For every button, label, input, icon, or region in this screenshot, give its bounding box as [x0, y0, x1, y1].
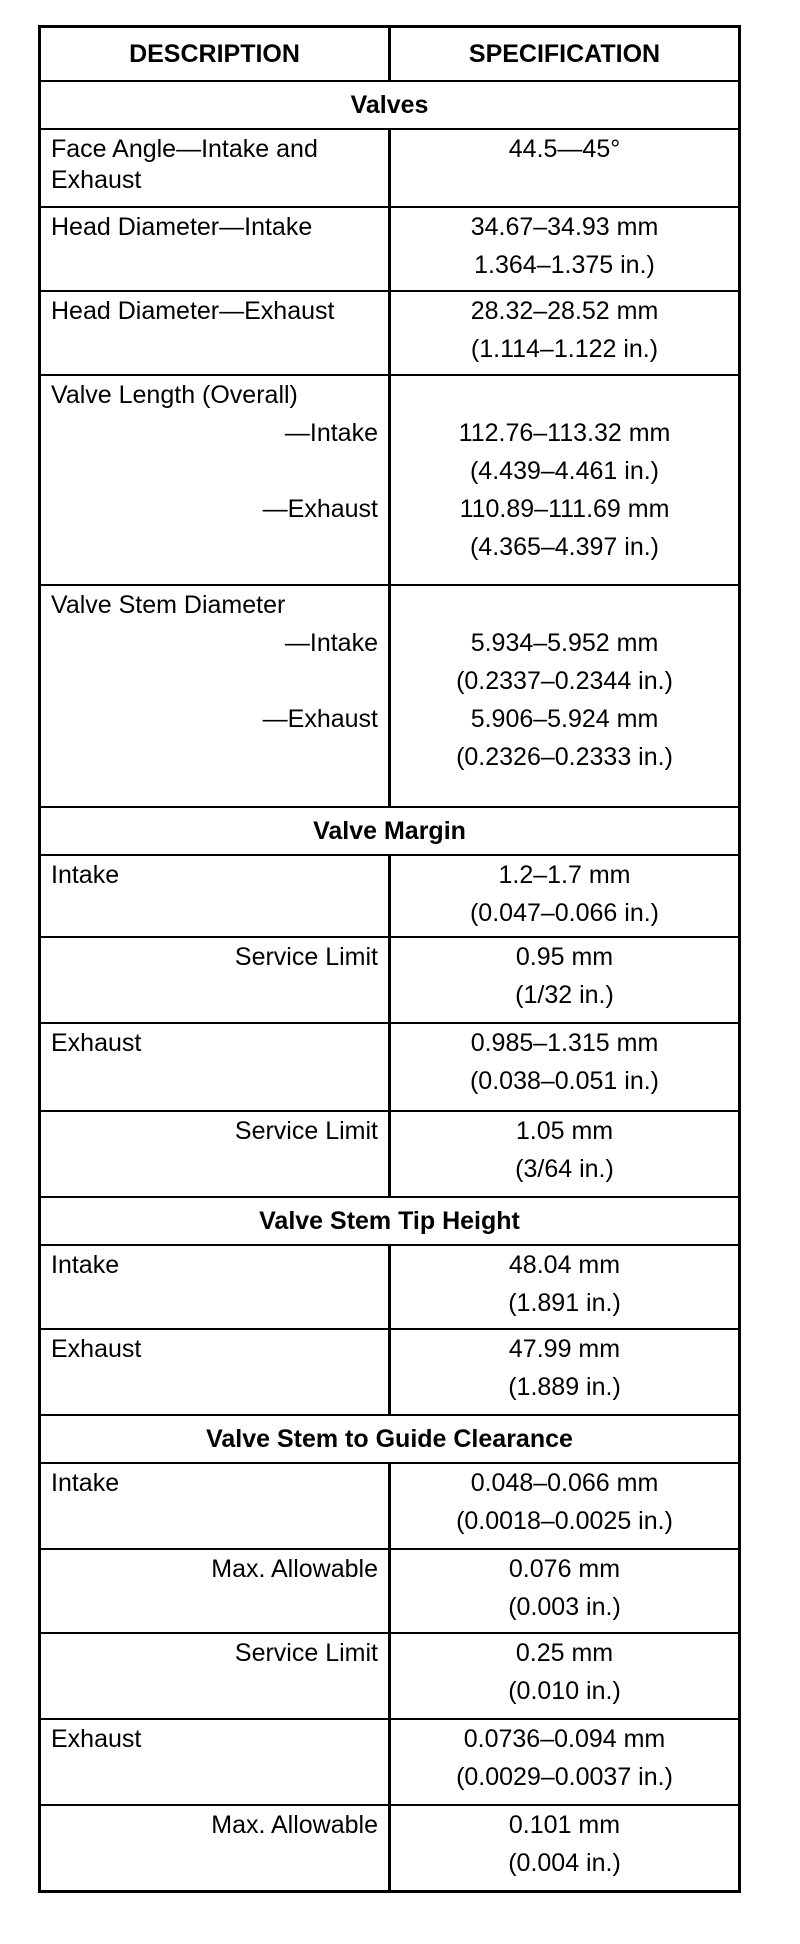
- description-cell: [40, 1633, 390, 1719]
- description-text: [51, 452, 378, 490]
- description-text: —Intake: [284, 419, 378, 447]
- description-text: Intake: [51, 1251, 120, 1279]
- description-text: Intake: [51, 861, 120, 889]
- specification-cell: [390, 129, 740, 207]
- specification-value: 0.95 mm: [515, 943, 614, 971]
- description-cell: [40, 207, 390, 291]
- specification-value: 0.25 mm: [515, 1639, 614, 1667]
- specification-value: 47.99 mm: [508, 1335, 621, 1363]
- table-row: [40, 855, 740, 937]
- specification-value: 0.076 mm: [508, 1555, 621, 1583]
- specification-value: 34.67–34.93 mm: [470, 213, 659, 241]
- table-body: [40, 81, 740, 1891]
- table-row: [40, 129, 740, 207]
- description-cell: [40, 129, 390, 207]
- description-text: Face Angle—Intake and Exhaust: [51, 135, 318, 194]
- specification-value: (1.891 in.): [508, 1289, 621, 1317]
- table-row: [40, 1633, 740, 1719]
- table-row: [40, 1719, 740, 1805]
- specification-value: 5.934–5.952 mm: [470, 629, 659, 657]
- specification-value: (0.004 in.): [508, 1849, 621, 1877]
- specification-cell: [390, 1023, 740, 1111]
- specification-value: 0.985–1.315 mm: [470, 1029, 659, 1057]
- specification-cell: [390, 855, 740, 937]
- specification-value: (0.047–0.066 in.): [469, 899, 660, 927]
- description-text: Exhaust: [51, 1725, 142, 1753]
- specification-cell: [390, 1549, 740, 1633]
- specification-table: [38, 25, 741, 1893]
- description-text: —Exhaust: [262, 495, 378, 523]
- table-row: [40, 937, 740, 1023]
- specification-value: 0.0736–0.094 mm: [463, 1725, 666, 1753]
- table-row: [40, 1023, 740, 1111]
- specification-cell: [390, 375, 740, 585]
- section-title: Valve Stem Tip Height: [40, 1197, 740, 1245]
- specification-cell: [390, 585, 740, 807]
- table-header: [40, 27, 740, 82]
- section-title: Valves: [40, 81, 740, 129]
- description-cell: [40, 1023, 390, 1111]
- specification-cell: [390, 1633, 740, 1719]
- description-text: —Exhaust: [262, 705, 378, 733]
- description-text: —Intake: [284, 629, 378, 657]
- specification-cell: [390, 1719, 740, 1805]
- specification-cell: [390, 1245, 740, 1329]
- specification-cell: [390, 1111, 740, 1197]
- description-text: [51, 662, 378, 700]
- description-text: Valve Length (Overall): [51, 381, 298, 409]
- specification-value: 44.5—45°: [508, 135, 621, 163]
- specification-value: (0.2326–0.2333 in.): [456, 743, 673, 771]
- table-row: [40, 1329, 740, 1415]
- section-title: Valve Margin: [40, 807, 740, 855]
- specification-value: 5.906–5.924 mm: [470, 705, 659, 733]
- specification-value: 1.364–1.375 in.): [474, 251, 655, 279]
- specification-value: [401, 586, 728, 624]
- description-cell: [40, 1463, 390, 1549]
- table-row: [40, 1805, 740, 1891]
- description-cell: [40, 1549, 390, 1633]
- specification-value: 112.76–113.32 mm: [458, 419, 671, 447]
- description-cell: [40, 1111, 390, 1197]
- section-header-row: [40, 81, 740, 129]
- specification-value: 110.89–111.69 mm: [459, 495, 670, 523]
- description-text: [51, 738, 378, 776]
- description-text: Exhaust: [51, 1335, 142, 1363]
- specification-value: 0.048–0.066 mm: [470, 1469, 659, 1497]
- header-row: [40, 27, 740, 82]
- description-cell: [40, 937, 390, 1023]
- specification-cell: [390, 1805, 740, 1891]
- specification-value: 1.2–1.7 mm: [498, 861, 631, 889]
- specification-value: (0.038–0.051 in.): [469, 1067, 660, 1095]
- description-cell: [40, 1245, 390, 1329]
- description-text: Max. Allowable: [211, 1555, 378, 1583]
- description-text: Valve Stem Diameter: [51, 591, 286, 619]
- description-text: Exhaust: [51, 1029, 142, 1057]
- specification-value: (4.365–4.397 in.): [469, 533, 660, 561]
- specification-value: (0.0018–0.0025 in.): [456, 1507, 673, 1535]
- specification-value: (3/64 in.): [515, 1155, 614, 1183]
- specification-cell: [390, 207, 740, 291]
- specification-value: [401, 376, 728, 414]
- description-text: Service Limit: [234, 943, 378, 971]
- description-cell: [40, 1805, 390, 1891]
- specification-value: 28.32–28.52 mm: [470, 297, 659, 325]
- table-row: [40, 1111, 740, 1197]
- table-row: [40, 1245, 740, 1329]
- description-text: [51, 528, 378, 566]
- table-row: [40, 585, 740, 807]
- description-cell: [40, 1719, 390, 1805]
- table-row: [40, 291, 740, 375]
- description-text: Intake: [51, 1469, 120, 1497]
- description-cell: [40, 855, 390, 937]
- description-column-header: DESCRIPTION: [40, 27, 390, 82]
- description-cell: [40, 291, 390, 375]
- description-text: Head Diameter—Exhaust: [51, 297, 335, 325]
- specification-value: (1/32 in.): [515, 981, 614, 1009]
- specification-value: (1.889 in.): [508, 1373, 621, 1401]
- specification-value: (0.0029–0.0037 in.): [456, 1763, 673, 1791]
- specification-value: 0.101 mm: [508, 1811, 621, 1839]
- specification-cell: [390, 937, 740, 1023]
- table-row: [40, 1463, 740, 1549]
- table-row: [40, 1549, 740, 1633]
- section-header-row: [40, 1197, 740, 1245]
- specification-value: 48.04 mm: [508, 1251, 621, 1279]
- section-title: Valve Stem to Guide Clearance: [40, 1415, 740, 1463]
- specification-value: 1.05 mm: [515, 1117, 614, 1145]
- specification-value: (0.2337–0.2344 in.): [456, 667, 673, 695]
- description-text: Max. Allowable: [211, 1811, 378, 1839]
- specification-cell: [390, 1329, 740, 1415]
- section-header-row: [40, 1415, 740, 1463]
- specification-value: (1.114–1.122 in.): [470, 335, 659, 363]
- specification-value: (0.003 in.): [508, 1593, 621, 1621]
- description-text: Service Limit: [234, 1117, 378, 1145]
- specification-cell: [390, 1463, 740, 1549]
- table-row: [40, 207, 740, 291]
- specification-column-header: SPECIFICATION: [390, 27, 740, 82]
- description-text: Service Limit: [234, 1639, 378, 1667]
- description-cell: [40, 1329, 390, 1415]
- description-text: Head Diameter—Intake: [51, 213, 313, 241]
- description-cell: [40, 585, 390, 807]
- section-header-row: [40, 807, 740, 855]
- specification-value: (0.010 in.): [508, 1677, 621, 1705]
- specification-value: (4.439–4.461 in.): [469, 457, 660, 485]
- description-cell: [40, 375, 390, 585]
- table-row: [40, 375, 740, 585]
- specification-cell: [390, 291, 740, 375]
